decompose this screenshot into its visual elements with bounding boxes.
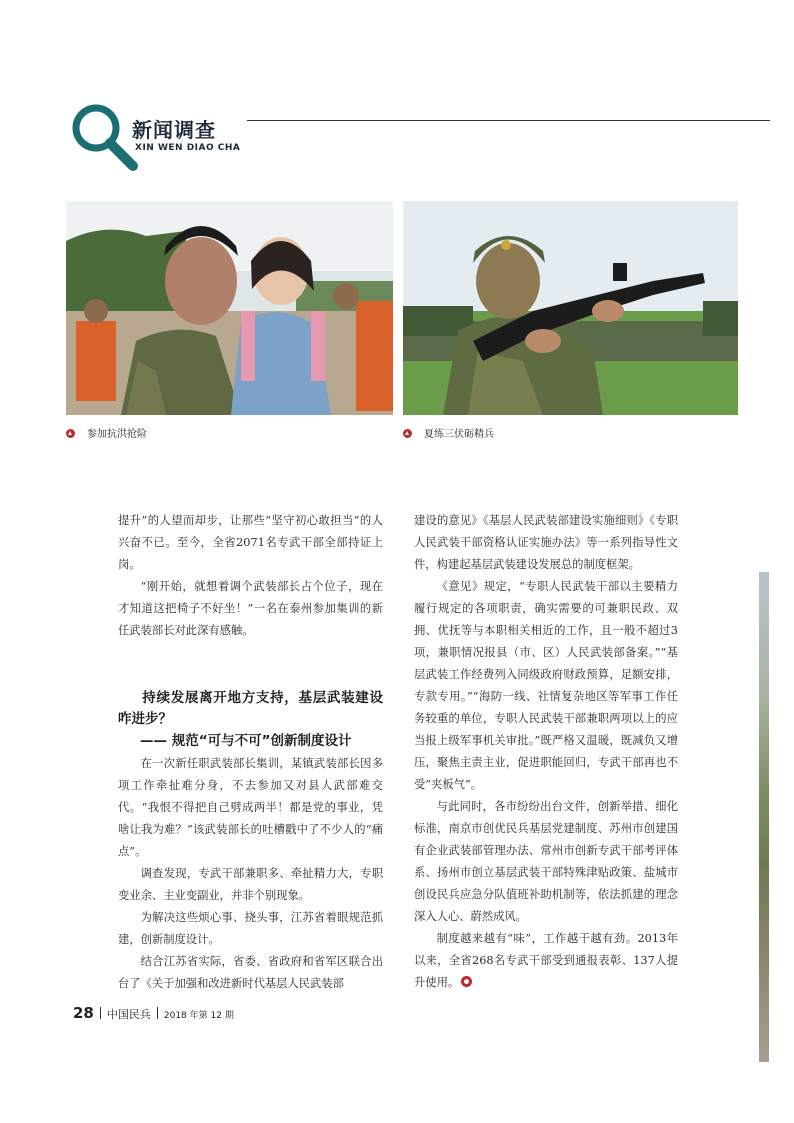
subheading: 持续发展离开地方支持，基层武装建设咋进步？ [118, 690, 383, 727]
footer-divider [157, 1007, 158, 1019]
caption-left [66, 425, 147, 440]
section-title: 新闻调查 [132, 118, 216, 142]
magazine-name: 中国民兵 [106, 1008, 151, 1021]
footer-divider [100, 1007, 101, 1019]
subheading-secondary: —— 规范“可与不可”创新制度设计 [140, 733, 352, 749]
photo-flood-rescue [66, 201, 393, 415]
page-footer [73, 1004, 234, 1022]
section-subtitle: XIN WEN DIAO CHA [135, 143, 241, 153]
paragraph-last [414, 928, 678, 994]
article-column-right [414, 510, 678, 994]
paragraph: 建设的意见》《基层人民武装部建设实施细则》《专职人民武装干部资格认证实施办法》等一系列指导性文件，构建起基层武装建设发展总的制度框架。 [414, 514, 678, 571]
caption-right [403, 425, 494, 440]
article-end-icon [461, 976, 472, 987]
magnifier-icon [70, 103, 140, 173]
caption-marker-icon [66, 429, 75, 438]
paragraph: 结合江苏省实际，省委、省政府和省军区联合出台了《关于加强和改进新时代基层人民武装部 [118, 955, 383, 990]
issue-number: 2018 年第 12 期 [163, 1011, 234, 1021]
paragraph: 与此同时，各市纷纷出台文件，创新举措、细化标准，南京市创优民兵基层党建制度、苏州市创建国有企业武装部管理办法、常州市创新专武干部考评体系、扬州市创立基层武装干部特殊津贴政策、盐城市创设民兵应急分队值班补助机制等，依法抓建的理念深入人心、蔚然成风。 [414, 800, 678, 923]
next-page-edge-photo [759, 572, 769, 1062]
article-column-left [118, 510, 383, 995]
paragraph: 调查发现，专武干部兼职多、牵扯精力大，专职变业余、主业变副业，并非个别现象。 [118, 867, 383, 902]
paragraph: 在一次新任职武装部长集训，某镇武装部长因多项工作牵扯难分身，不去参加又对县人武部难交代。“我恨不得把自己劈成两半！都是党的事业，凭啥让我为难？”该武装部长的吐槽戳中了不少人的“痛点”。 [118, 757, 383, 858]
paragraph-text: 制度越来越有“味”，工作越干越有劲。2013年以来，全省268名专武干部受到通报表彰、137人提升使用。 [414, 932, 678, 989]
paragraph: 提升”的人望而却步，让那些“坚守初心敢担当”的人兴奋不已。至今，全省2071名专武干部全部持证上岗。 [118, 514, 383, 571]
paragraph: 为解决这些烦心事、挠头事，江苏省着眼规范抓建，创新制度设计。 [118, 911, 383, 946]
caption-marker-icon [403, 429, 412, 438]
header-rule [247, 120, 770, 121]
page-number: 28 [73, 1004, 94, 1022]
paragraph: “刚开始，就想着调个武装部长占个位子，现在才知道这把椅子不好坐！”一名在泰州参加集训的新任武装部长对此深有感触。 [118, 580, 383, 637]
photo-summer-training [403, 201, 738, 415]
spacer [118, 642, 383, 688]
caption-right-text: 夏练三伏砺精兵 [424, 429, 494, 440]
caption-left-text: 参加抗洪抢险 [87, 429, 147, 440]
paragraph: 《意见》规定，“专职人民武装干部以主要精力履行规定的各项职责，确实需要的可兼职民政、双拥、优抚等与本职相关相近的工作，且一般不超过3项，兼职情况报县（市、区）人民武装部备案。”“基层武装工作经费列入同级政府财政预算，足额安排，专款专用。”“海防一线、社情复杂地区等军事工作任务较重的单位，专职人民武装干部兼职两项以上的应当报上级军事机关审批。”既严格又温暖，既减负又增压，聚焦主责主业，促进职能回归，专武干部再也不受“夹板气”。 [414, 580, 678, 791]
